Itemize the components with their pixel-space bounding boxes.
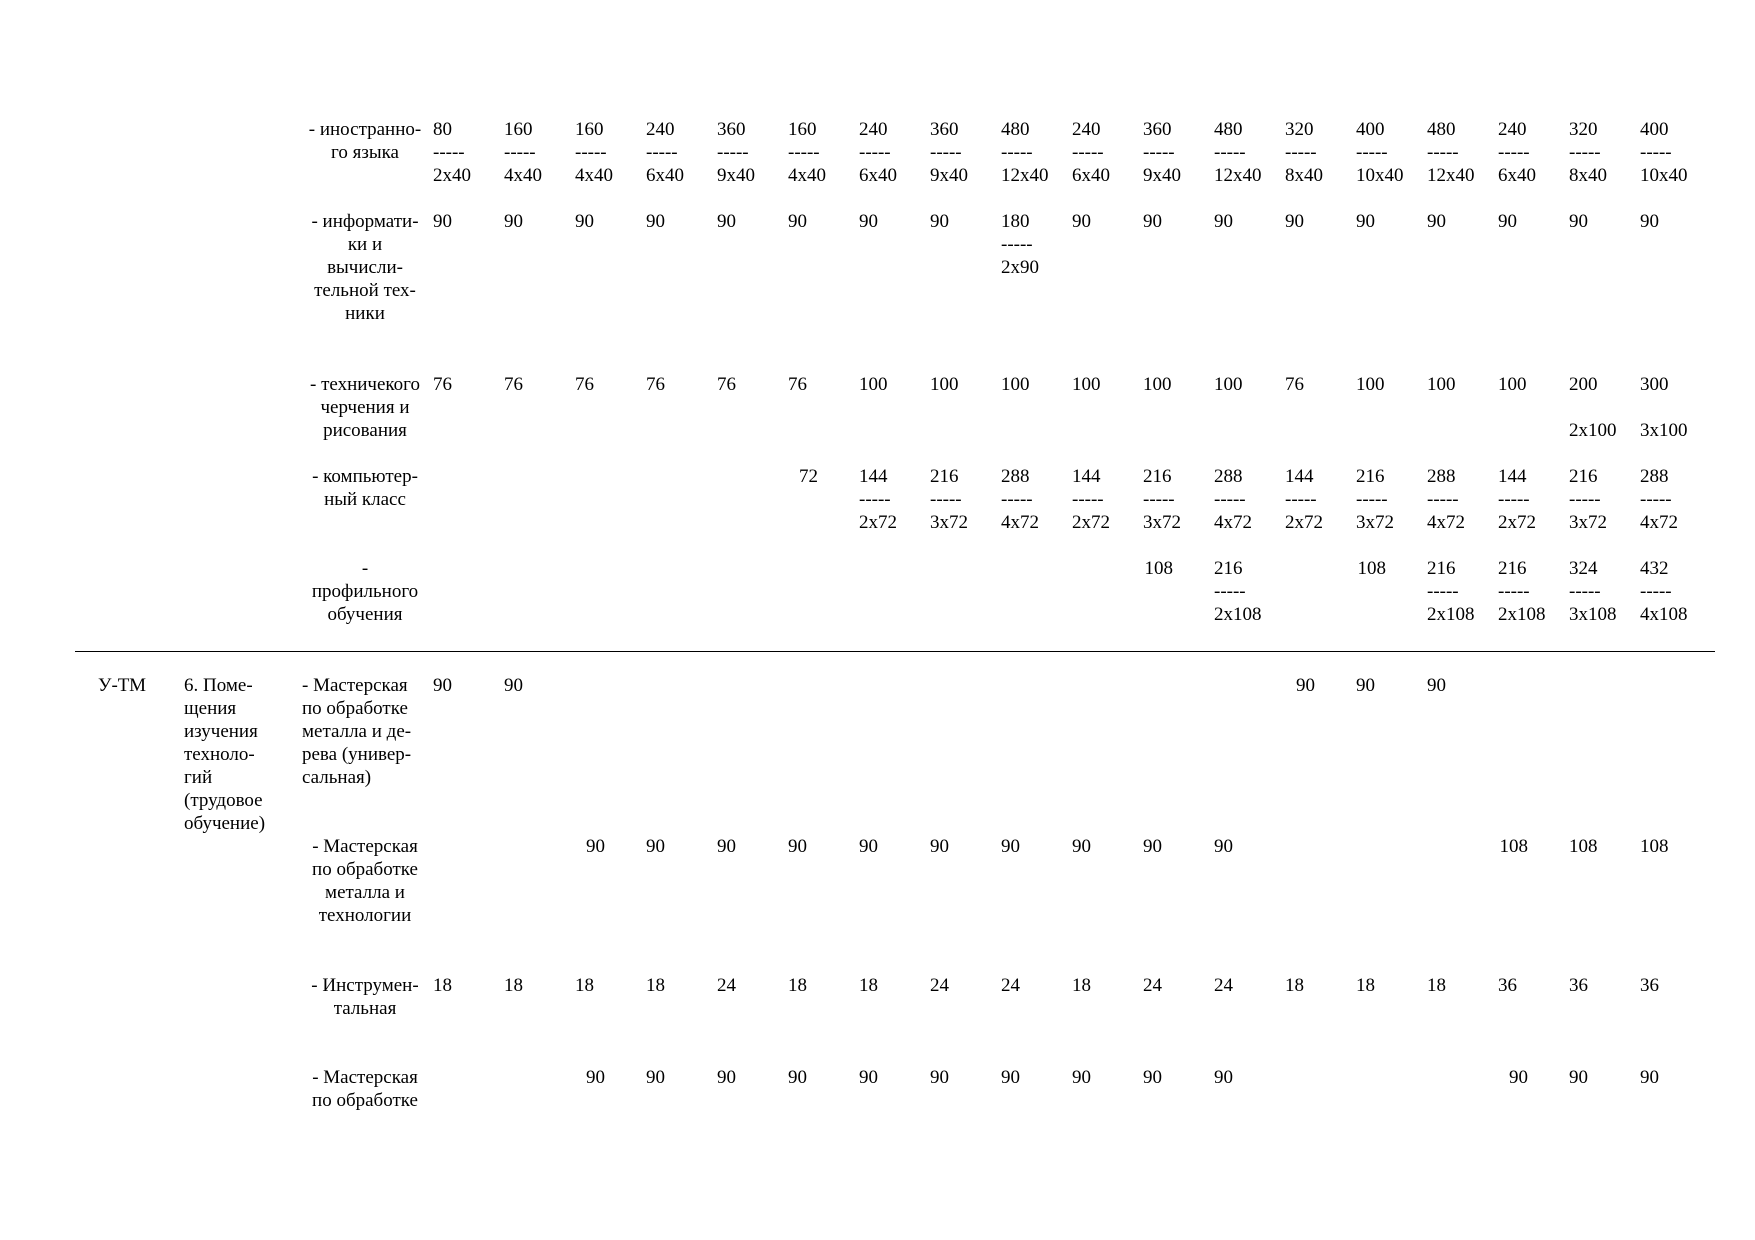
table-cell: 90 [859, 211, 878, 232]
table-cell: 90 [1640, 211, 1659, 232]
table-cell: 18 [575, 975, 594, 996]
table-cell: 90 [1072, 211, 1091, 232]
table-cell: 200 2x100 [1569, 374, 1617, 441]
table-cell: 76 [433, 374, 452, 395]
table-cell: 76 [788, 374, 807, 395]
table-cell: 100 [1072, 374, 1101, 395]
table-cell: 90 [788, 836, 807, 857]
row-label: - Мастерская по обработке металла и де- рева (универ- сальная) [302, 675, 412, 788]
table-cell: 90 [1214, 211, 1233, 232]
table-cell: 90 [1356, 211, 1375, 232]
table-cell: 90 [717, 836, 736, 857]
table-cell: 100 [1356, 374, 1385, 395]
table-cell: 288 ----- 4x72 [1214, 466, 1252, 533]
table-cell: 144 ----- 2x72 [1498, 466, 1536, 533]
table-cell: 90 [504, 675, 523, 696]
table-cell: 18 [1285, 975, 1304, 996]
table-cell: 90 [717, 211, 736, 232]
table-cell: 18 [504, 975, 523, 996]
table-cell: 144 ----- 2x72 [859, 466, 897, 533]
table-cell: 288 ----- 4x72 [1427, 466, 1465, 533]
table-cell: 90 [1214, 836, 1233, 857]
table-cell: 288 ----- 4x72 [1640, 466, 1678, 533]
table-cell: 18 [646, 975, 665, 996]
table-cell: 360 ----- 9x40 [1143, 119, 1181, 186]
table-cell: 100 [1498, 374, 1527, 395]
table-cell: 100 [1001, 374, 1030, 395]
table-cell: 90 [1569, 211, 1588, 232]
table-cell: 90 [930, 836, 949, 857]
table-cell: 90 [1143, 1067, 1162, 1088]
table-cell: 90 [930, 1067, 949, 1088]
row-label: - Мастерская по обработке металла и технологии [312, 836, 418, 926]
table-cell: 18 [1427, 975, 1446, 996]
table-cell: 240 ----- 6x40 [646, 119, 684, 186]
table-cell: 360 ----- 9x40 [717, 119, 755, 186]
table-cell: 76 [1285, 374, 1304, 395]
table-cell: 100 [1143, 374, 1172, 395]
table-cell: 108 [1499, 836, 1528, 857]
table-cell: 216 ----- 2x108 [1498, 558, 1546, 625]
table-cell: 100 [1214, 374, 1243, 395]
table-cell: 216 ----- 3x72 [1356, 466, 1394, 533]
table-cell: 216 ----- 2x108 [1427, 558, 1475, 625]
table-cell: 90 [930, 211, 949, 232]
table-cell: 320 ----- 8x40 [1285, 119, 1323, 186]
table-cell: 90 [1143, 836, 1162, 857]
table-cell: 90 [646, 836, 665, 857]
table-cell: 18 [1356, 975, 1375, 996]
table-cell: 24 [1143, 975, 1162, 996]
table-cell: 72 [799, 466, 818, 487]
table-cell: 300 3x100 [1640, 374, 1688, 441]
table-cell: 144 ----- 2x72 [1285, 466, 1323, 533]
table-cell: 90 [1214, 1067, 1233, 1088]
table-cell: 480 ----- 12x40 [1214, 119, 1262, 186]
table-cell: 90 [1427, 675, 1446, 696]
table-cell: 90 [859, 836, 878, 857]
row-label: - профильного обучения [311, 558, 419, 625]
section-title: 6. Поме- щения изучения техноло- гий (трудовое обучение) [184, 675, 266, 834]
table-cell: 90 [1356, 675, 1375, 696]
table-cell: 18 [1072, 975, 1091, 996]
table-cell: 320 ----- 8x40 [1569, 119, 1607, 186]
row-label: - Инструмен- тальная [311, 975, 419, 1019]
table-cell: 18 [433, 975, 452, 996]
table-cell: 18 [788, 975, 807, 996]
section-code: У-ТМ [98, 675, 147, 696]
table-cell: 324 ----- 3x108 [1569, 558, 1617, 625]
table-cell: 90 [1509, 1067, 1528, 1088]
table-cell: 90 [788, 1067, 807, 1088]
table-cell: 76 [646, 374, 665, 395]
table-cell: 76 [504, 374, 523, 395]
table-cell: 288 ----- 4x72 [1001, 466, 1039, 533]
table-cell: 18 [859, 975, 878, 996]
row-label: - компьютер- ный класс [312, 466, 418, 510]
table-cell: 480 ----- 12x40 [1427, 119, 1475, 186]
table-cell: 90 [788, 211, 807, 232]
table-cell: 160 ----- 4x40 [788, 119, 826, 186]
table-cell: 80 ----- 2x40 [433, 119, 471, 186]
table-cell: 90 [433, 675, 452, 696]
table-cell: 180 ----- 2x90 [1001, 211, 1039, 278]
table-cell: 216 ----- 3x72 [930, 466, 968, 533]
table-cell: 90 [1569, 1067, 1588, 1088]
table-cell: 90 [1143, 211, 1162, 232]
table-cell: 240 ----- 6x40 [1498, 119, 1536, 186]
table-cell: 90 [1296, 675, 1315, 696]
table-cell: 90 [1285, 211, 1304, 232]
table-cell: 90 [1640, 1067, 1659, 1088]
table-cell: 144 ----- 2x72 [1072, 466, 1110, 533]
table-cell: 36 [1640, 975, 1659, 996]
table-cell: 90 [575, 211, 594, 232]
table-cell: 90 [1072, 836, 1091, 857]
table-cell: 160 ----- 4x40 [504, 119, 542, 186]
table-cell: 108 [1640, 836, 1669, 857]
table-cell: 216 ----- 3x72 [1143, 466, 1181, 533]
table-cell: 480 ----- 12x40 [1001, 119, 1049, 186]
row-label: - техничекого черчения и рисования [310, 374, 420, 441]
table-cell: 76 [575, 374, 594, 395]
table-cell: 240 ----- 6x40 [1072, 119, 1110, 186]
section-divider-line [75, 651, 1715, 652]
table-cell: 24 [930, 975, 949, 996]
table-cell: 432 ----- 4x108 [1640, 558, 1688, 625]
table-cell: 24 [717, 975, 736, 996]
table-cell: 24 [1001, 975, 1020, 996]
table-cell: 216 ----- 3x72 [1569, 466, 1607, 533]
row-label: - Мастерская по обработке [312, 1067, 418, 1111]
table-cell: 400 ----- 10x40 [1640, 119, 1688, 186]
table-cell: 100 [1427, 374, 1456, 395]
table-cell: 90 [859, 1067, 878, 1088]
table-cell: 90 [586, 1067, 605, 1088]
table-cell: 90 [586, 836, 605, 857]
row-label: - иностранно- го языка [308, 119, 422, 163]
table-cell: 90 [646, 1067, 665, 1088]
table-cell: 216 ----- 2x108 [1214, 558, 1262, 625]
table-cell: 36 [1498, 975, 1517, 996]
table-cell: 108 [1569, 836, 1598, 857]
table-cell: 90 [1427, 211, 1446, 232]
table-cell: 100 [859, 374, 888, 395]
table-cell: 100 [930, 374, 959, 395]
table-cell: 24 [1214, 975, 1233, 996]
table-cell: 90 [1498, 211, 1517, 232]
table-cell: 76 [717, 374, 736, 395]
table-cell: 90 [646, 211, 665, 232]
table-cell: 90 [1072, 1067, 1091, 1088]
table-cell: 360 ----- 9x40 [930, 119, 968, 186]
table-cell: 90 [717, 1067, 736, 1088]
table-cell: 400 ----- 10x40 [1356, 119, 1404, 186]
table-cell: 90 [1001, 836, 1020, 857]
row-label: - информати- ки и вычисли- тельной тех- ники [311, 211, 419, 324]
table-cell: 90 [504, 211, 523, 232]
table-cell: 90 [1001, 1067, 1020, 1088]
table-cell: 36 [1569, 975, 1588, 996]
table-cell: 240 ----- 6x40 [859, 119, 897, 186]
table-cell: 160 ----- 4x40 [575, 119, 613, 186]
table-cell: 108 [1357, 558, 1386, 579]
table-cell: 108 [1144, 558, 1173, 579]
table-cell: 90 [433, 211, 452, 232]
